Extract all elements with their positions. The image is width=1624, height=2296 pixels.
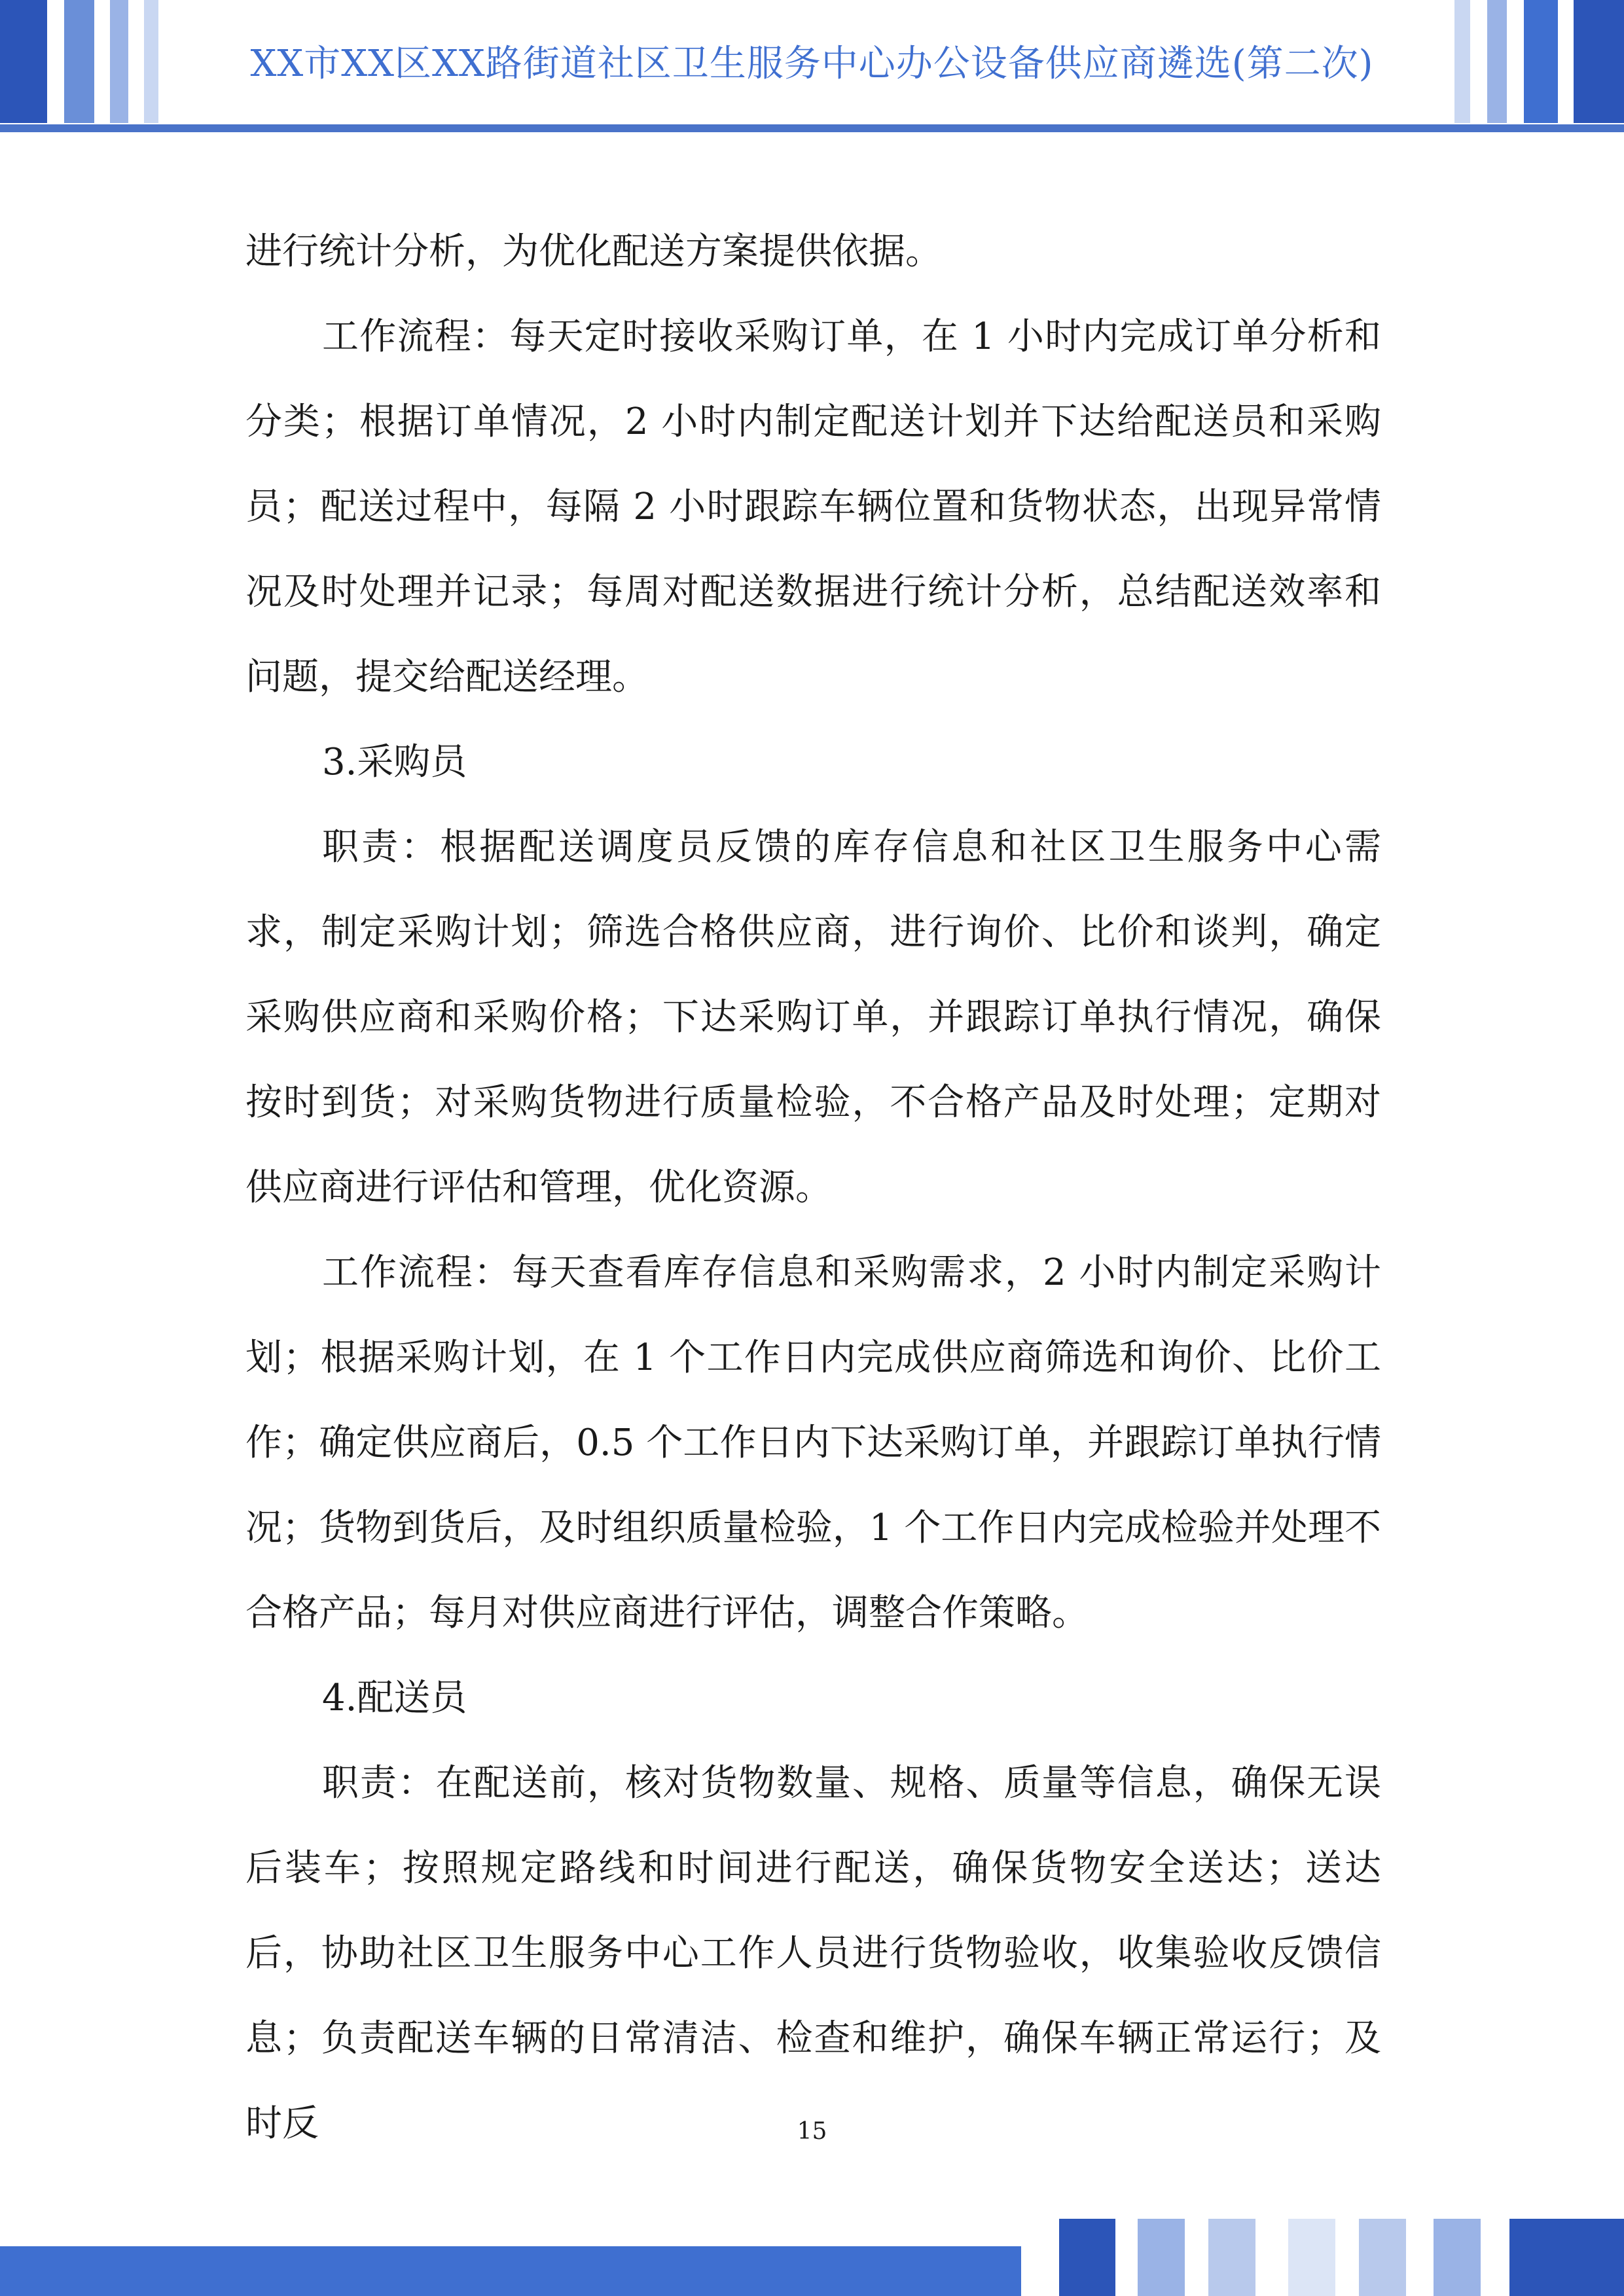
paragraph-dispatcher-workflow: 工作流程：每天定时接收采购订单，在 1 小时内完成订单分析和分类；根据订单情况，2 小时内制定配送计划并下达给配送员和采购员；配送过程中，每隔 2 小时跟踪车辆位置和货物状态，出现异常情况及时处理并记录；每周对配送数据进行统计分析，总结配送效率和问题，提交给配送经理。	[245, 315, 1381, 698]
footer-bar-3	[1208, 2219, 1255, 2296]
page-number: 15	[797, 2118, 827, 2145]
footer-bar-wide	[0, 2246, 1021, 2296]
footer-bar-2	[1138, 2219, 1185, 2296]
footer-bar-4	[1288, 2219, 1335, 2296]
section-heading-deliverer: 4.配送员	[322, 1677, 467, 1719]
footer-bar-7	[1509, 2219, 1624, 2296]
footer-bar-6	[1434, 2219, 1481, 2296]
paragraph-deliverer-duties: 职责：在配送前，核对货物数量、规格、质量等信息，确保无误后装车；按照规定路线和时间进行配送，确保货物安全送达；送达后，协助社区卫生服务中心工作人员进行货物验收，收集验收反馈信息；负责配送车辆的日常清洁、检查和维护，确保车辆正常运行；及时反	[245, 1762, 1381, 2145]
paragraph-continuation: 进行统计分析，为优化配送方案提供依据。	[245, 230, 942, 273]
document-body	[245, 209, 1381, 2166]
paragraph-purchaser-duties: 职责：根据配送调度员反馈的库存信息和社区卫生服务中心需求，制定采购计划；筛选合格供应商，进行询价、比价和谈判，确定采购供应商和采购价格；下达采购订单，并跟踪订单执行情况，确保按时到货；对采购货物进行质量检验，不合格产品及时处理；定期对供应商进行评估和管理，优化资源。	[245, 826, 1381, 1209]
header-rule	[0, 124, 1624, 132]
paragraph-purchaser-workflow: 工作流程：每天查看库存信息和采购需求，2 小时内制定采购计划；根据采购计划，在 1 个工作日内完成供应商筛选和询价、比价工作；确定供应商后，0.5 个工作日内下达采购订单，并跟踪订单执行情况；货物到货后，及时组织质量检验，1 个工作日内完成检验并处理不合格产品；每月对供应商进行评估，调整合作策略。	[245, 1251, 1381, 1634]
document-title: XX市XX区XX路街道社区卫生服务中心办公设备供应商遴选(第二次)	[250, 43, 1374, 85]
footer-bar-5	[1359, 2219, 1406, 2296]
section-heading-purchaser: 3.采购员	[322, 741, 467, 783]
footer-bar-1	[1059, 2219, 1115, 2296]
